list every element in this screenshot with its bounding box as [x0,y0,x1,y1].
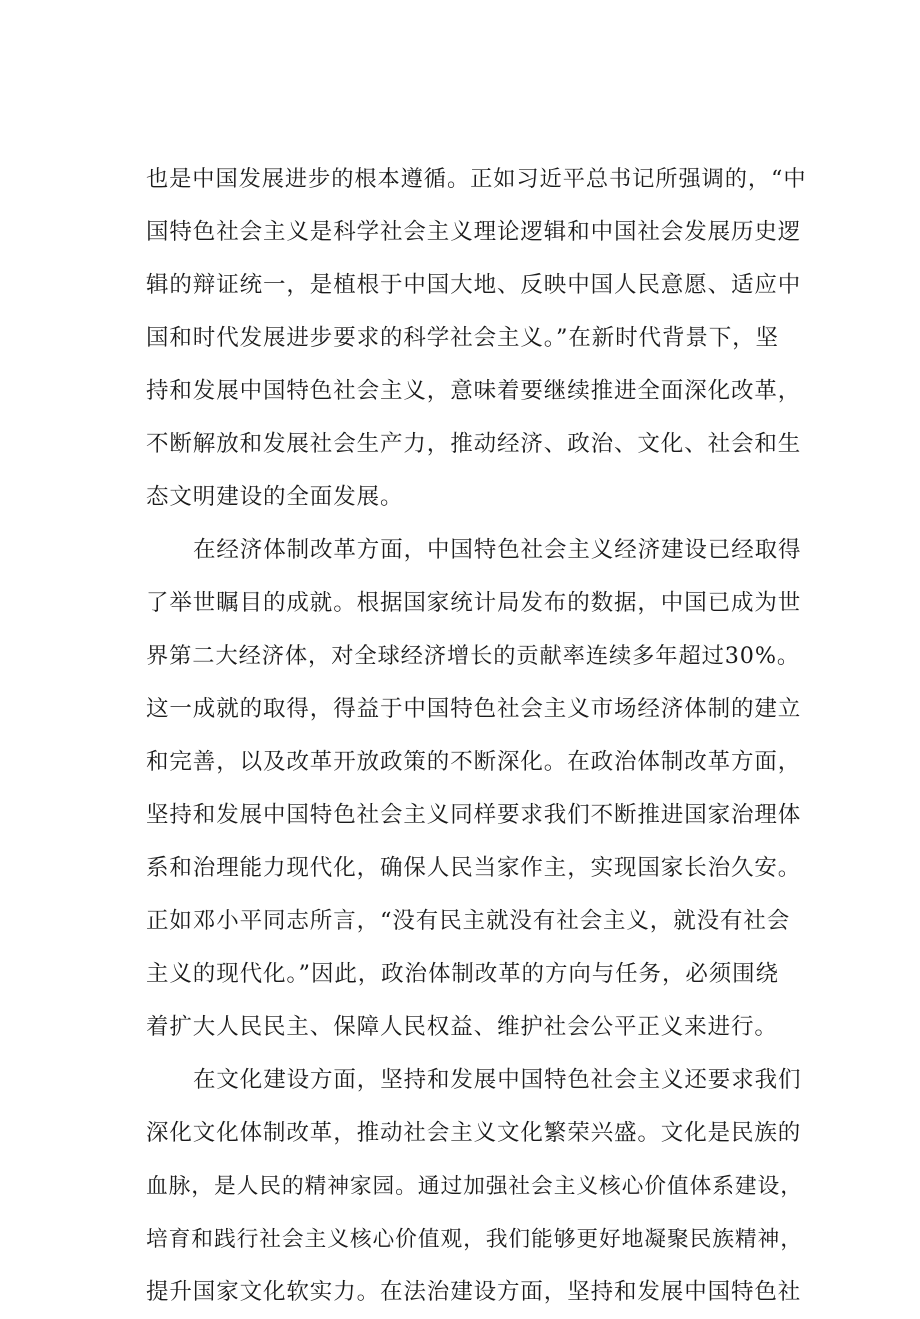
text-line: 正如邓小平同志所言，“没有民主就没有社会主义，就没有社会 [146,908,791,934]
text-line: 辑的辩证统一，是植根于中国大地、反映中国人民意愿、适应中 [146,272,802,298]
text-line: 国特色社会主义是科学社会主义理论逻辑和中国社会发展历史逻 [146,219,802,245]
text-line: 系和治理能力现代化，确保人民当家作主，实现国家长治久安。 [146,855,802,881]
text-line: 血脉，是人民的精神家园。通过加强社会主义核心价值体系建设， [146,1174,803,1199]
text-line: 坚持和发展中国特色社会主义同样要求我们不断推进国家治理体 [146,802,802,828]
text-line: 态文明建设的全面发展。 [146,484,404,510]
text-line: 也是中国发展进步的根本遵循。正如习近平总书记所强调的，“中 [146,166,807,192]
text-line: 不断解放和发展社会生产力，推动经济、政治、文化、社会和生 [146,431,802,457]
body-text [146,153,806,1319]
paragraph-first-line: 在经济体制改革方面，中国特色社会主义经济建设已经取得 [193,537,802,563]
text-line: 和完善，以及改革开放政策的不断深化。在政治体制改革方面， [146,749,802,775]
text-line: 着扩大人民民主、保障人民权益、维护社会公平正义来进行。 [146,1014,778,1040]
text-line: 深化文化体制改革，推动社会主义文化繁荣兴盛。文化是民族的 [146,1120,802,1146]
text-line: 培育和践行社会主义核心价值观，我们能够更好地凝聚民族精神， [146,1227,803,1252]
paragraph-first-line: 在文化建设方面，坚持和发展中国特色社会主义还要求我们 [193,1067,802,1093]
text-line: 这一成就的取得，得益于中国特色社会主义市场经济体制的建立 [146,696,802,722]
text-line: 持和发展中国特色社会主义，意味着要继续推进全面深化改革， [146,378,802,404]
text-line: 主义的现代化。”因此，政治体制改革的方向与任务，必须围绕 [146,961,779,987]
text-line: 提升国家文化软实力。在法治建设方面，坚持和发展中国特色社 [146,1279,802,1305]
text-line: 界第二大经济体，对全球经济增长的贡献率连续多年超过30%。 [146,643,801,669]
text-line: 国和时代发展进步要求的科学社会主义。”在新时代背景下，坚 [146,325,779,351]
text-line: 了举世瞩目的成就。根据国家统计局发布的数据，中国已成为世 [146,590,802,616]
